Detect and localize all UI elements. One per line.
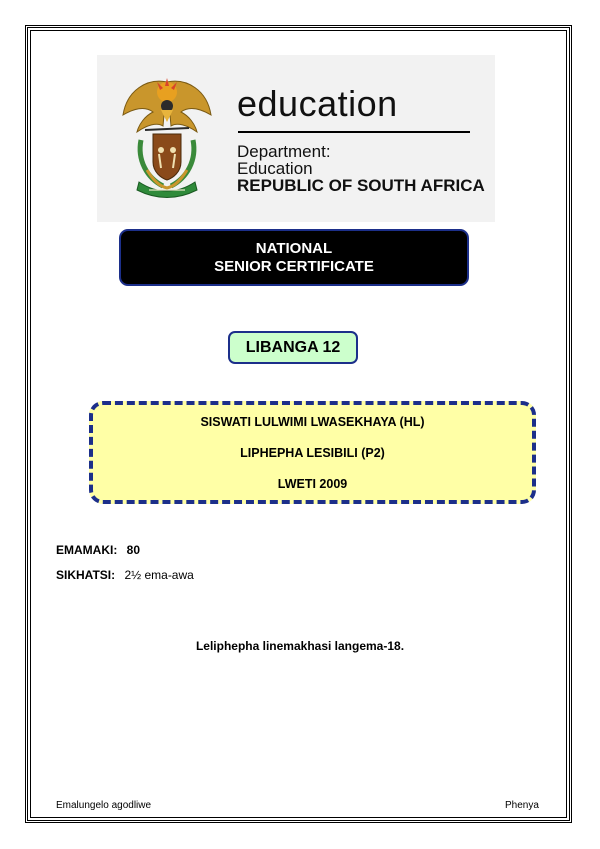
certificate-title-line2: SENIOR CERTIFICATE bbox=[214, 257, 374, 275]
paper-number: LIPHEPHA LESIBILI (P2) bbox=[240, 446, 385, 460]
wordmark-rule bbox=[238, 131, 470, 133]
marks-value: 80 bbox=[126, 543, 141, 557]
marks-label: EMAMAKI: bbox=[56, 543, 118, 557]
education-wordmark: education bbox=[237, 83, 398, 124]
subject-panel bbox=[89, 401, 536, 504]
time-label: SIKHATSI: bbox=[56, 568, 116, 582]
copyright-notice: Emalungelo agodliwe bbox=[56, 800, 152, 811]
turn-over-note: Phenya bbox=[505, 800, 539, 811]
time-line bbox=[56, 568, 194, 582]
subject-name: SISWATI LULWIMI LWASEKHAYA (HL) bbox=[200, 415, 425, 429]
exam-session: LWETI 2009 bbox=[277, 477, 348, 491]
marks-line bbox=[56, 543, 140, 557]
coat-of-arms-icon bbox=[117, 70, 217, 200]
country-name: REPUBLIC OF SOUTH AFRICA bbox=[237, 176, 485, 195]
time-value: 2½ ema-awa bbox=[124, 568, 194, 582]
certificate-title-box bbox=[119, 229, 469, 286]
grade-badge: LIBANGA 12 bbox=[228, 331, 358, 364]
department-name: Education bbox=[237, 159, 313, 178]
certificate-title-line1: NATIONAL bbox=[255, 239, 333, 257]
department-label: Department: bbox=[237, 142, 331, 161]
page-count-note: Leliphepha linemakhasi langema-18. bbox=[195, 639, 405, 653]
